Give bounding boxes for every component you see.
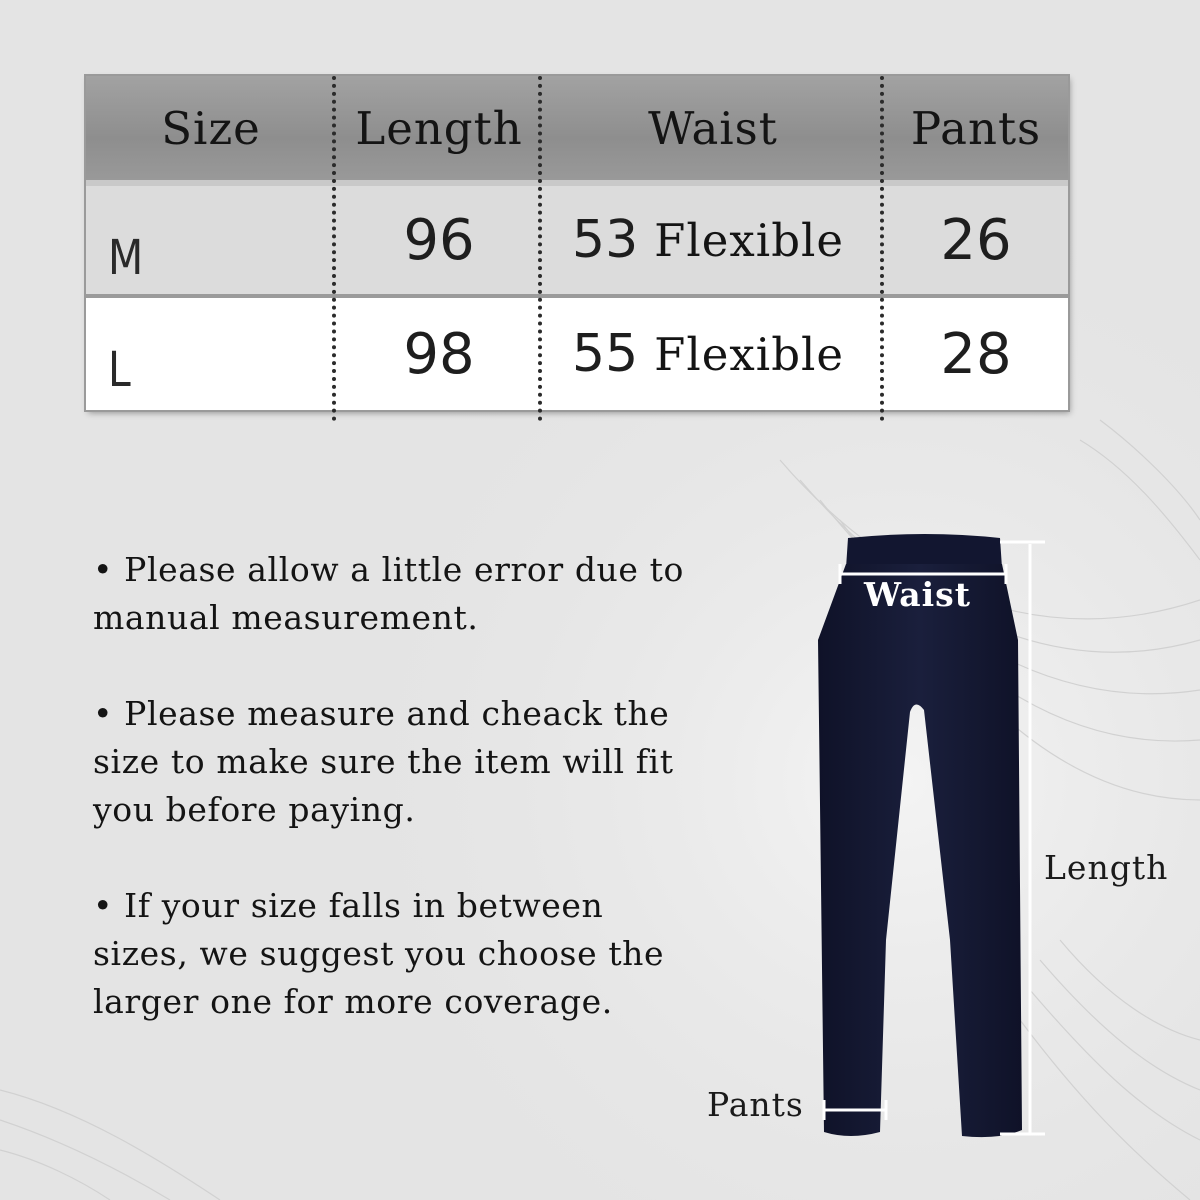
- pants-l-number: 28: [940, 321, 1012, 387]
- size-chart-table: [86, 76, 1068, 410]
- waist-l-note: Flexible: [654, 327, 845, 381]
- length-label: Length: [1044, 848, 1169, 887]
- header-waist: Waist: [648, 101, 778, 155]
- table-row-l: [86, 298, 1068, 410]
- note-measurement-error: • Please allow a little error due to manual measurement.: [93, 550, 684, 637]
- size-l-label: L: [108, 342, 131, 398]
- pants-m-number: 26: [940, 207, 1012, 273]
- column-divider: [332, 76, 336, 421]
- waist-label: Waist: [864, 575, 971, 614]
- measurement-notes: [93, 546, 703, 1074]
- waist-l-number: 55: [572, 324, 639, 384]
- table-row-m: [86, 186, 1068, 294]
- waist-m-value: [542, 186, 884, 294]
- length-m-value: [336, 186, 542, 294]
- pants-label: Pants: [707, 1085, 804, 1124]
- pants-body: [818, 564, 1022, 1137]
- column-divider: [880, 76, 884, 421]
- length-l-number: 98: [403, 321, 475, 387]
- table-header-row: [86, 76, 1068, 180]
- header-pants: Pants: [910, 101, 1042, 155]
- pants-waistband: [846, 534, 1002, 568]
- length-m-number: 96: [403, 207, 475, 273]
- size-m-label: M: [108, 230, 144, 286]
- waist-m-number: 53: [572, 210, 639, 270]
- waist-m-note: Flexible: [654, 213, 845, 267]
- note-check-size: • Please measure and cheack the size to make sure the item will fit you before paying.: [93, 694, 674, 829]
- header-length: Length: [355, 101, 523, 155]
- column-divider: [538, 76, 542, 421]
- header-size: Size: [161, 101, 261, 155]
- length-l-value: [336, 298, 542, 410]
- pants-illustration: [700, 520, 1200, 1150]
- pants-l-value: [884, 298, 1068, 410]
- pants-m-value: [884, 186, 1068, 294]
- waist-l-value: [542, 298, 884, 410]
- pants-measurement-diagram: [700, 520, 1200, 1150]
- note-between-sizes: • If your size falls in between sizes, we suggest you choose the larger one for more coverage.: [93, 886, 665, 1021]
